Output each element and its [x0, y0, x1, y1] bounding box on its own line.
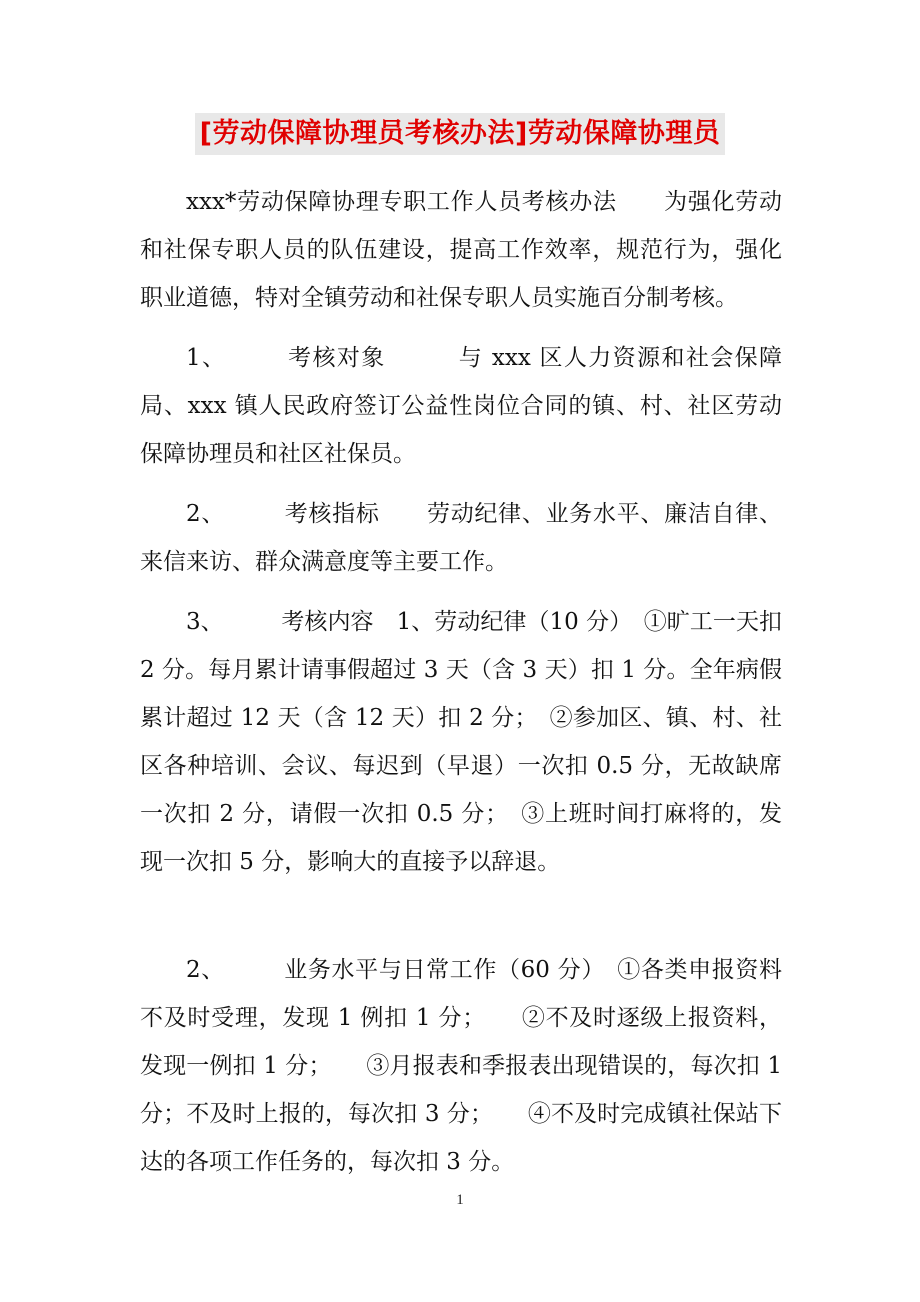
paragraph-assessment-indicators: 2、 考核指标 劳动纪律、业务水平、廉洁自律、来信来访、群众满意度等主要工作。	[140, 501, 782, 575]
paragraph-intro: xxx*劳动保障协理专职工作人员考核办法 为强化劳动和社保专职人员的队伍建设，提高工作效率，规范行为，强化职业道德，特对全镇劳动和社保专职人员实施百分制考核。	[140, 189, 782, 311]
paragraph-assessment-target: 1、 考核对象 与 xxx 区人力资源和社会保障局、xxx 镇人民政府签订公益性岗位合同的镇、村、社区劳动保障协理员和社区社保员。	[140, 345, 782, 467]
page-number: 1	[456, 1192, 464, 1208]
document-body	[140, 178, 790, 1186]
paragraph-business-level: 2、 业务水平与日常工作（60 分） ①各类申报资料不及时受理，发现 1 例扣 1 分； ②不及时逐级上报资料，发现一例扣 1 分； ③月报表和季报表出现错误的，每次扣 1 分；不及时上报的，每次扣 3 分； ④不及时完成镇社保站下达的各项工作任务的，每次扣 3 分。	[140, 957, 790, 1175]
title-container	[0, 113, 920, 155]
document-title: [劳动保障协理员考核办法]劳动保障协理员	[195, 113, 726, 155]
paragraph-assessment-content: 3、 考核内容 1、劳动纪律（10 分） ①旷工一天扣 2 分。每月累计请事假超过 3 天（含 3 天）扣 1 分。全年病假累计超过 12 天（含 12 天）扣 2 分； ②参加区、镇、村、社区各种培训、会议、每迟到（早退）一次扣 0.5 分，无故缺席一次扣 2 分，请假一次扣 0.5 分； ③上班时间打麻将的，发现一次扣 5 分，影响大的直接予以辞退。	[140, 609, 790, 875]
